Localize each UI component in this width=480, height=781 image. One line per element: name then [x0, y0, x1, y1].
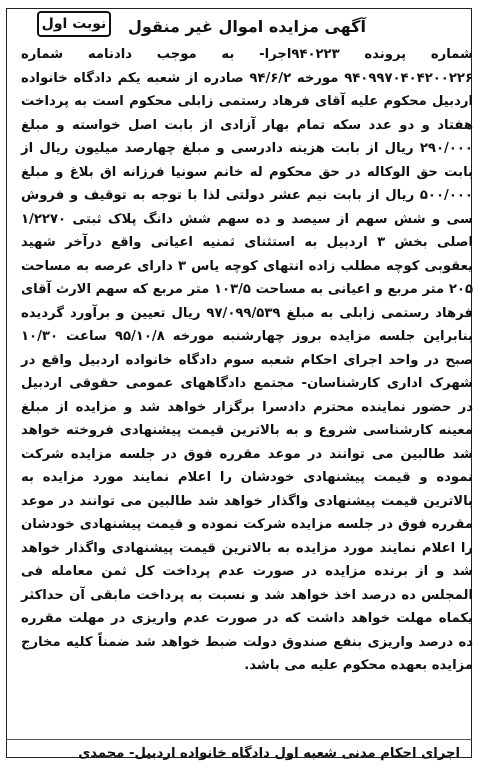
auction-notice-box	[6, 8, 472, 758]
footer-divider	[6, 739, 472, 740]
notice-body: شماره پرونده ۹۴۰۲۲۳اجرا- به موجب دادنامه شماره ۹۴۰۹۹۷۰۴۰۴۲۰۰۲۲۶ مورخه ۹۴/۶/۲ صادره از شعبه یکم دادگاه خانواده اردبیل محکوم علیه آقای فرهاد رستمی زابلی محکوم است به پرداخت هفتاد و دو عدد سکه تمام بهار آزادی از بابت اصل خواسته و مبلغ ۲۹۰/۰۰۰ ریال از بابت هزینه دادرسی و مبلغ چهارصد میلیون ریال از بابت حق الوکاله در حق محکوم له خانم سونیا فرزانه اق بلاغ و مبلغ ۵۰۰/۰۰۰ ریال از بابت نیم عشر دولتی لذا با توجه به توقیف و فروش سی و شش سهم از سیصد و ده سهم شش دانگ پلاک ثبتی ۱/۲۲۷۰ اصلی بخش ۳ اردبیل به استثنای ثمنیه اعیانی واقع درآخر شهید یعقوبی کوچه مطلب زاده انتهای کوچه یاس ۳ دارای عرصه به مساحت ۲۰۵ متر مربع و اعیانی به مساحت ۱۰۳/۵ متر مربع که سهم الارث آقای فرهاد رستمی زابلی به مبلغ ۹۷/۰۹۹/۵۳۹ ریال تعیین و برآورد گردیده بنابراین جلسه مزایده بروز چهارشنبه مورخه ۹۵/۱۰/۸ ساعت ۱۰/۳۰ صبح در واحد اجرای احکام شعبه سوم دادگاه خانواده اردبیل واقع در شهرک اداری کارشناسان- مجتمع دادگاههای عمومی حقوقی اردبیل در حضور نماینده محترم دادسرا برگزار خواهد شد و مزایده از مبلغ معینه کارشناسی شروع و به بالاترین قیمت پیشنهادی فروخته خواهد شد طالبین می توانند در موعد مقرره فوق در جلسه مزایده شرکت نموده و قیمت پیشنهادی خودشان را اعلام نمایند مورد مزایده به بالاترین قیمت پیشنهادی واگذار خواهد شد طالبین می توانند در موعد مقرره فوق در جلسه مزایده شرکت نموده و قیمت پیشنهادی خودشان را اعلام نمایند مورد مزایده به بالاترین قیمت پیشنهادی واگذار خواهد شد و از برنده مزایده در صورت عدم پرداخت کل ثمن معامله فی المجلس ده درصد اخذ خواهد شد و نسبت به پرداخت مابقی آن حداکثر یکماه مهلت خواهد داشت که در صورت عدم واریزی در مهلت مقرره ده درصد واریزی بنفع صندوق دولت ضبط خواهد شد ضمناً کلیه مخارج مزایده بعهده محکوم علیه می باشد.	[21, 47, 473, 673]
notice-signature: اجرای احکام مدنی شعبه اول دادگاه خانواده اردبیل- محمدی	[78, 746, 460, 761]
notice-title: آگهی مزایده اموال غیر منقول	[128, 17, 366, 36]
first-publication-badge: نوبت اول	[37, 11, 111, 37]
